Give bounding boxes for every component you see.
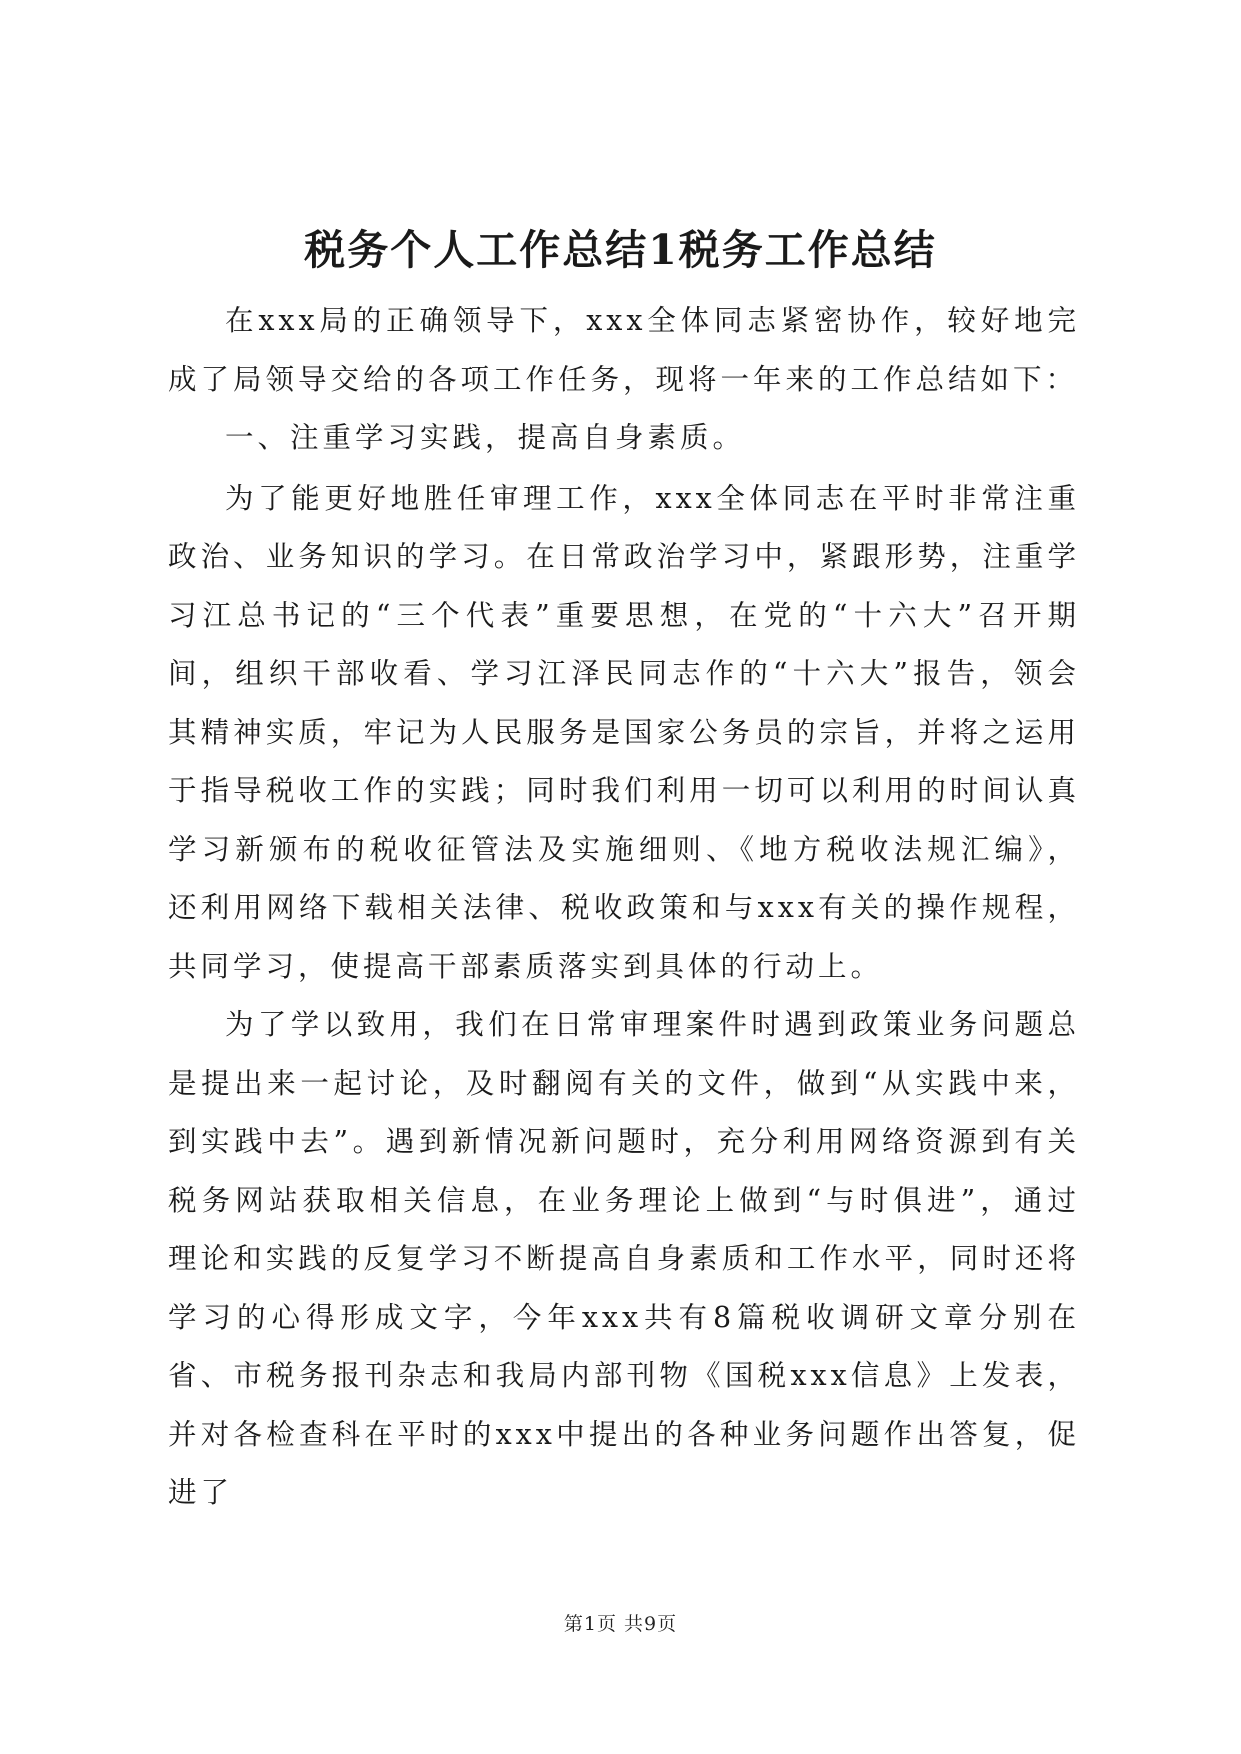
section-heading-1: 一、注重学习实践，提高自身素质。 bbox=[225, 421, 746, 454]
document-title: 税务个人工作总结1税务工作总结 bbox=[304, 226, 937, 274]
page-number-footer: 第1页 共9页 bbox=[563, 1613, 678, 1635]
paragraph-intro: 在xxx局的正确领导下，xxx全体同志紧密协作，较好地完成了局领导交给的各项工作任务，现将一年来的工作总结如下： bbox=[168, 304, 1080, 396]
paragraph-study: 为了能更好地胜任审理工作，xxx全体同志在平时非常注重政治、业务知识的学习。在日常政治学习中，紧跟形势，注重学习江总书记的“三个代表”重要思想，在党的“十六大”召开期间，组织干部收看、学习江泽民同志作的“十六大”报告，领会其精神实质，牢记为人民服务是国家公务员的宗旨，并将之运用于指导税收工作的实践；同时我们利用一切可以利用的时间认真学习新颁布的税收征管法及实施细则、《地方税收法规汇编》，还利用网络下载相关法律、税收政策和与xxx有关的操作规程，共同学习，使提高干部素质落实到具体的行动上。 bbox=[168, 481, 1080, 983]
document-body bbox=[168, 292, 1080, 1523]
paragraph-apply: 为了学以致用，我们在日常审理案件时遇到政策业务问题总是提出来一起讨论，及时翻阅有关的文件，做到“从实践中来，到实践中去”。遇到新情况新问题时，充分利用网络资源到有关税务网站获取相关信息，在业务理论上做到“与时俱进”，通过理论和实践的反复学习不断提高自身素质和工作水平，同时还将学习的心得形成文字，今年xxx共有8篇税收调研文章分别在省、市税务报刊杂志和我局内部刊物《国税xxx信息》上发表，并对各检查科在平时的xxx中提出的各种业务问题作出答复，促进了 bbox=[168, 1008, 1080, 1509]
